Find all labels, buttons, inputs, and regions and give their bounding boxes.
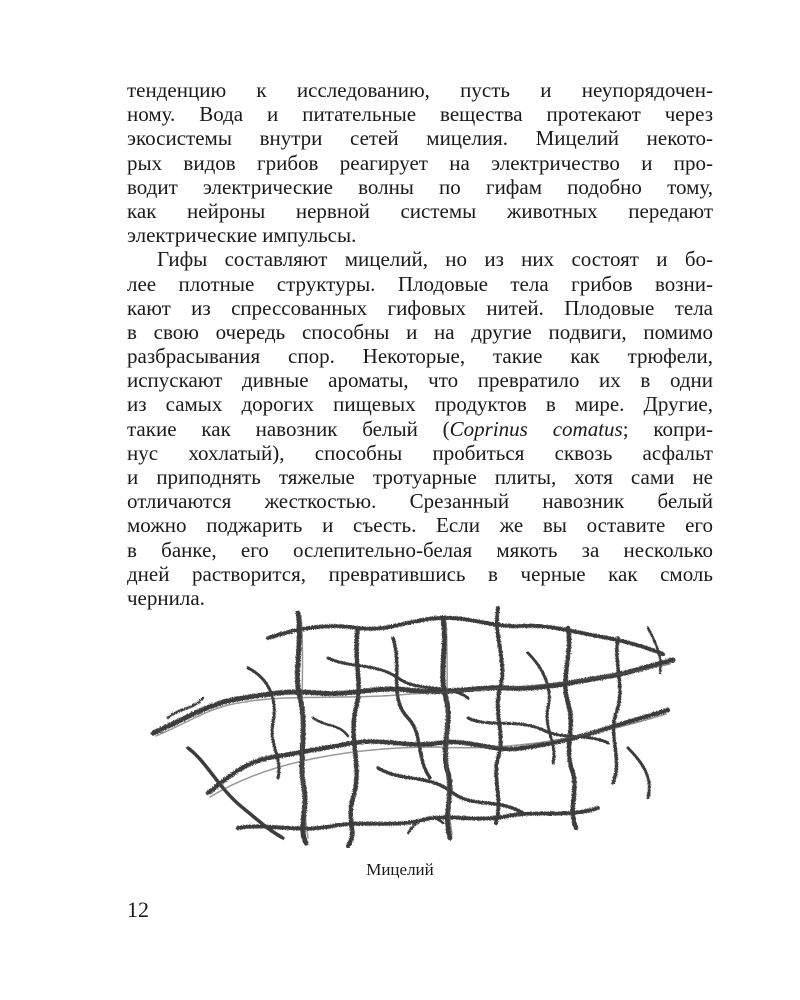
text-line: и приподнять тяжелые тротуарные плиты, хотя сами не (127, 465, 713, 489)
figure-caption: Мицелий (366, 860, 434, 879)
text-fragment: ; копри- (622, 416, 713, 441)
text-line: в банке, его ослепительно-белая мякоть за несколько (127, 537, 713, 562)
text-line: испускают дивные ароматы, что превратило их в одни (127, 368, 713, 393)
text-line: можно поджарить и съесть. Если же вы оставите его (127, 513, 713, 538)
page-number: 12 (127, 897, 149, 922)
text-line: нус хохлатый), способны пробиться сквозь асфальт (127, 440, 713, 465)
text-line: разбрасывания спор. Некоторые, такие как трюфели, (127, 344, 713, 369)
text-fragment: такие как навозник белый ( (127, 416, 450, 441)
text-line: дней растворится, превратившись в черные как смоль (127, 561, 713, 586)
text-line: тенденцию к исследованию, пусть и неупорядочен- (127, 78, 713, 102)
text-line: водит электрические волны по гифам подобно тому, (127, 174, 713, 199)
text-line: как нейроны нервной системы животных передают (127, 198, 713, 223)
text-line-latin (127, 417, 713, 441)
text-line: лее плотные структуры. Плодовые тела грибов возни- (127, 271, 713, 296)
text-line: кают из спрессованных гифовых нитей. Плодовые тела (127, 295, 713, 320)
mycelium-illustration (148, 598, 678, 848)
text-line: из самых дорогих пищевых продуктов в мире. Другие, (127, 392, 713, 417)
text-line: отличаются жесткостью. Срезанный навозник белый (127, 489, 713, 514)
latin-name: Coprinus comatus (449, 416, 623, 441)
text-line: ному. Вода и питательные вещества протекают через (127, 102, 713, 127)
text-line: электрические импульсы. (127, 223, 357, 248)
text-line: Гифы составляют мицелий, но из них состоят и бо- (157, 247, 713, 272)
text-line: экосистемы внутри сетей мицелия. Мицелий некото- (127, 126, 713, 151)
text-line: рых видов грибов реагирует на электричество и про- (127, 150, 713, 175)
body-text (127, 78, 713, 610)
text-line: в свою очередь способны и на другие подвиги, помимо (127, 319, 713, 344)
text-line: чернила. (127, 585, 205, 610)
